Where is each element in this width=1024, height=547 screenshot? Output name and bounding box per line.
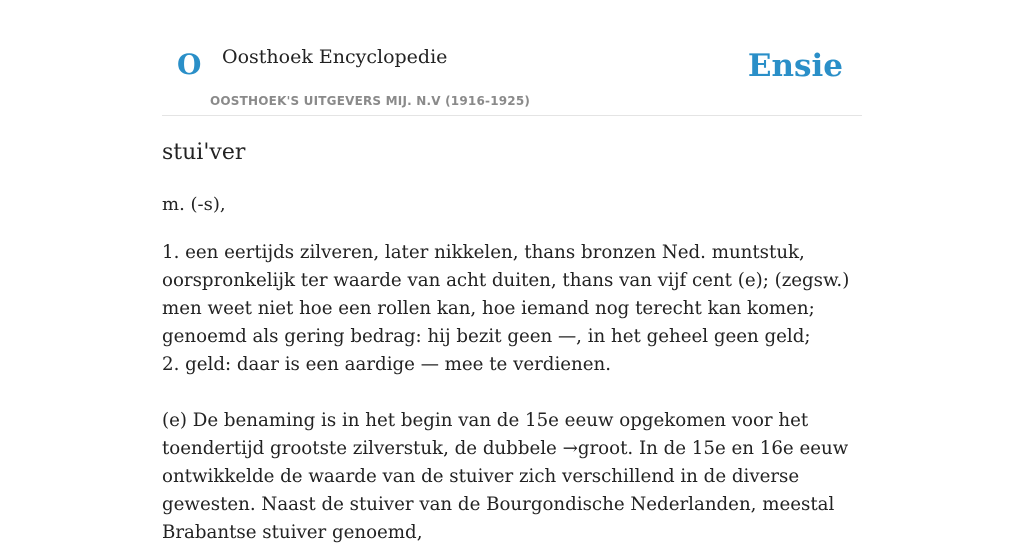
oosthoek-logo[interactable]: O — [177, 48, 202, 81]
ensie-logo[interactable]: Ensie — [747, 48, 843, 84]
etymology-note: (e) De benaming is in het begin van de 15e eeuw opgekomen voor het toendertijd grootste zilverstuk, de dubbele →groot. In de 15e en 16e eeuw ontwikkelde de waarde van de stuiver zich verschillend in de diverse gewesten. Naast de stuiver van de Bourgondische Nederlanden, meestal Brabantse stuiver genoemd, — [162, 410, 849, 543]
entry-page — [162, 0, 862, 543]
site-header — [162, 0, 862, 116]
entry-definition — [162, 239, 862, 547]
encyclopedia-title[interactable]: Oosthoek Encyclopedie — [222, 46, 448, 68]
entry-headword: stui'ver — [162, 140, 246, 165]
paragraph-spacer — [162, 379, 862, 407]
definition-sense-2: 2. geld: daar is een aardige — mee te verdienen. — [162, 354, 611, 375]
definition-sense-1: 1. een eertijds zilveren, later nikkelen, thans bronzen Ned. muntstuk, oorspronkelijk ter waarde van acht duiten, thans van vijf cent (e); (zegsw.) men weet niet hoe een rollen kan, hoe iemand nog terecht kan komen; genoemd als gering bedrag: hij bezit geen —, in het geheel geen geld; — [162, 242, 850, 347]
grammar-info: m. (-s), — [162, 194, 226, 215]
publisher-subtitle: OOSTHOEK'S UITGEVERS MIJ. N.V (1916-1925) — [210, 94, 531, 108]
